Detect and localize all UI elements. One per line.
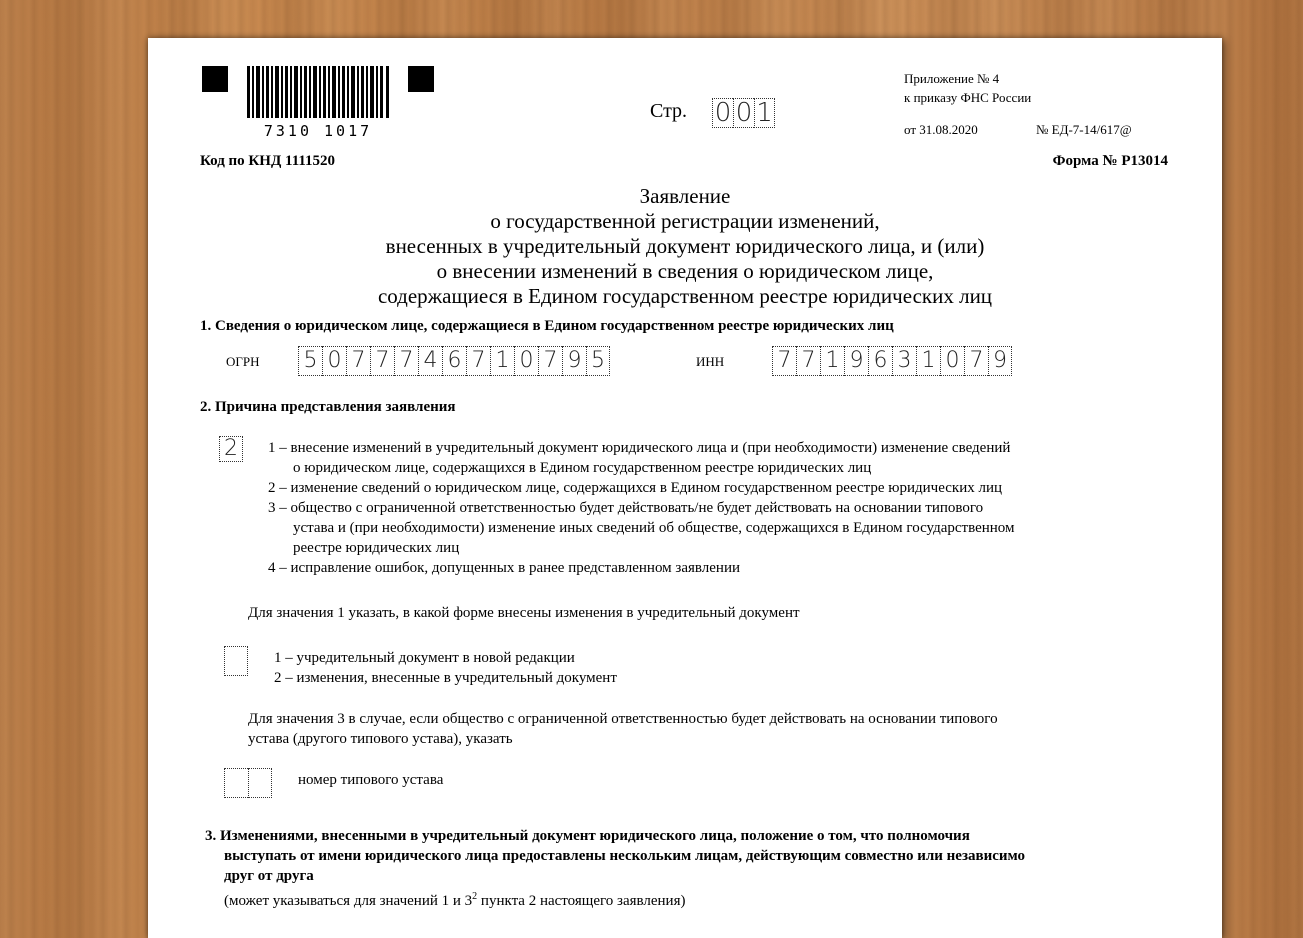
charter-number-label: номер типового устава xyxy=(298,772,444,788)
ogrn-digit: 0 xyxy=(514,346,538,376)
appendix-line: к приказу ФНС России xyxy=(904,90,1032,105)
charter-note-cont: устава (другого типового устава), указать xyxy=(248,731,513,747)
charter-note: Для значения 3 в случае, если общество с ограниченной ответственностью будет действовать на основании типового xyxy=(248,711,998,727)
ogrn-digit: 7 xyxy=(370,346,394,376)
change-form-digit xyxy=(224,646,248,676)
reason-option-3: 3 – общество с ограниченной ответственностью будет действовать/не будет действовать на основании типового xyxy=(268,500,984,516)
reason-field[interactable] xyxy=(219,436,243,462)
knd-code: Код по КНД 1111520 xyxy=(200,153,336,169)
ogrn-field[interactable] xyxy=(298,346,610,376)
page-label: Стр. xyxy=(650,100,688,122)
ogrn-digit: 1 xyxy=(490,346,514,376)
reason-option-1-cont: о юридическом лице, содержащихся в Едином государственном реестре юридических лиц xyxy=(293,460,872,476)
change-form-option-1: 1 – учредительный документ в новой редакции xyxy=(274,650,575,666)
order-number: № ЕД-7-14/617@ xyxy=(1036,122,1132,137)
reason-option-2: 2 – изменение сведений о юридическом лице, содержащихся в Едином государственном реестре юридических лиц xyxy=(268,480,1003,496)
title-line: о внесении изменений в сведения о юридическом лице, xyxy=(436,259,934,283)
change-form-option-2: 2 – изменения, внесенные в учредительный документ xyxy=(274,670,617,686)
page-digit: 0 xyxy=(733,98,754,128)
ogrn-digit: 7 xyxy=(394,346,418,376)
inn-digit: 7 xyxy=(796,346,820,376)
inn-digit: 7 xyxy=(964,346,988,376)
reason-option-4: 4 – исправление ошибок, допущенных в ранее представленном заявлении xyxy=(268,560,740,576)
section1-heading: 1. Сведения о юридическом лице, содержащиеся в Едином государственном реестре юридических лиц xyxy=(200,318,894,334)
ogrn-digit: 7 xyxy=(538,346,562,376)
ogrn-digit: 9 xyxy=(562,346,586,376)
alignment-marker-right xyxy=(408,66,434,92)
charter-number-field[interactable] xyxy=(224,768,272,798)
page-number-cells xyxy=(712,98,775,128)
section3-heading: 3. Изменениями, внесенными в учредительный документ юридического лица, положение о том, что полномочия xyxy=(205,828,970,844)
inn-digit: 9 xyxy=(988,346,1012,376)
inn-field[interactable] xyxy=(772,346,1012,376)
inn-digit: 3 xyxy=(892,346,916,376)
change-form-field[interactable] xyxy=(224,646,248,676)
section3-note-prefix: (может указываться для значений 1 и 3 xyxy=(224,893,473,909)
charter-digit xyxy=(224,768,248,798)
ogrn-digit: 4 xyxy=(418,346,442,376)
section3-heading-cont: выступать от имени юридического лица предоставлены нескольким лицам, действующим совместно или независимо xyxy=(224,848,1026,864)
page-digit: 1 xyxy=(754,98,775,128)
title-line: внесенных в учредительный документ юридического лица, и (или) xyxy=(385,234,985,258)
ogrn-digit: 6 xyxy=(442,346,466,376)
title-line: Заявление xyxy=(639,184,731,208)
inn-digit: 9 xyxy=(844,346,868,376)
section2-heading: 2. Причина представления заявления xyxy=(200,399,456,415)
reason-digit: 2 xyxy=(219,436,243,462)
inn-digit: 7 xyxy=(772,346,796,376)
ogrn-label: ОГРН xyxy=(226,354,260,369)
inn-digit: 1 xyxy=(916,346,940,376)
ogrn-digit: 5 xyxy=(586,346,610,376)
form-title xyxy=(148,184,1222,309)
reason-option-1: 1 – внесение изменений в учредительный документ юридического лица и (при необходимости) изменение сведений xyxy=(268,440,1011,456)
ogrn-digit: 7 xyxy=(466,346,490,376)
section3-note-sup: 2 xyxy=(472,891,478,902)
form-number: Форма № Р13014 xyxy=(1052,153,1168,169)
reason-option-3-cont: реестре юридических лиц xyxy=(293,540,460,556)
form-note: Для значения 1 указать, в какой форме внесены изменения в учредительный документ xyxy=(248,605,800,621)
title-line: о государственной регистрации изменений, xyxy=(490,209,880,233)
section3-heading-cont: друг от друга xyxy=(224,868,314,884)
inn-digit: 0 xyxy=(940,346,964,376)
title-line: содержащиеся в Едином государственном реестре юридических лиц xyxy=(377,284,993,308)
ogrn-digit: 0 xyxy=(322,346,346,376)
page-digit: 0 xyxy=(712,98,733,128)
ogrn-digit: 7 xyxy=(346,346,370,376)
section3-note xyxy=(224,887,685,911)
barcode-image xyxy=(247,66,389,118)
alignment-marker-left xyxy=(202,66,228,92)
section3-note-suffix: пункта 2 настоящего заявления) xyxy=(477,893,686,909)
inn-digit: 6 xyxy=(868,346,892,376)
ogrn-digit: 5 xyxy=(298,346,322,376)
form-page xyxy=(148,38,1222,938)
inn-digit: 1 xyxy=(820,346,844,376)
inn-label: ИНН xyxy=(696,354,725,369)
appendix-reference xyxy=(904,69,1031,107)
barcode-number: 7310 1017 xyxy=(263,122,373,140)
charter-digit xyxy=(248,768,272,798)
order-date: от 31.08.2020 xyxy=(904,122,978,137)
appendix-line: Приложение № 4 xyxy=(904,71,1000,86)
reason-option-3-cont: устава и (при необходимости) изменение иных сведений об обществе, содержащихся в Едином государственном xyxy=(293,520,1015,536)
